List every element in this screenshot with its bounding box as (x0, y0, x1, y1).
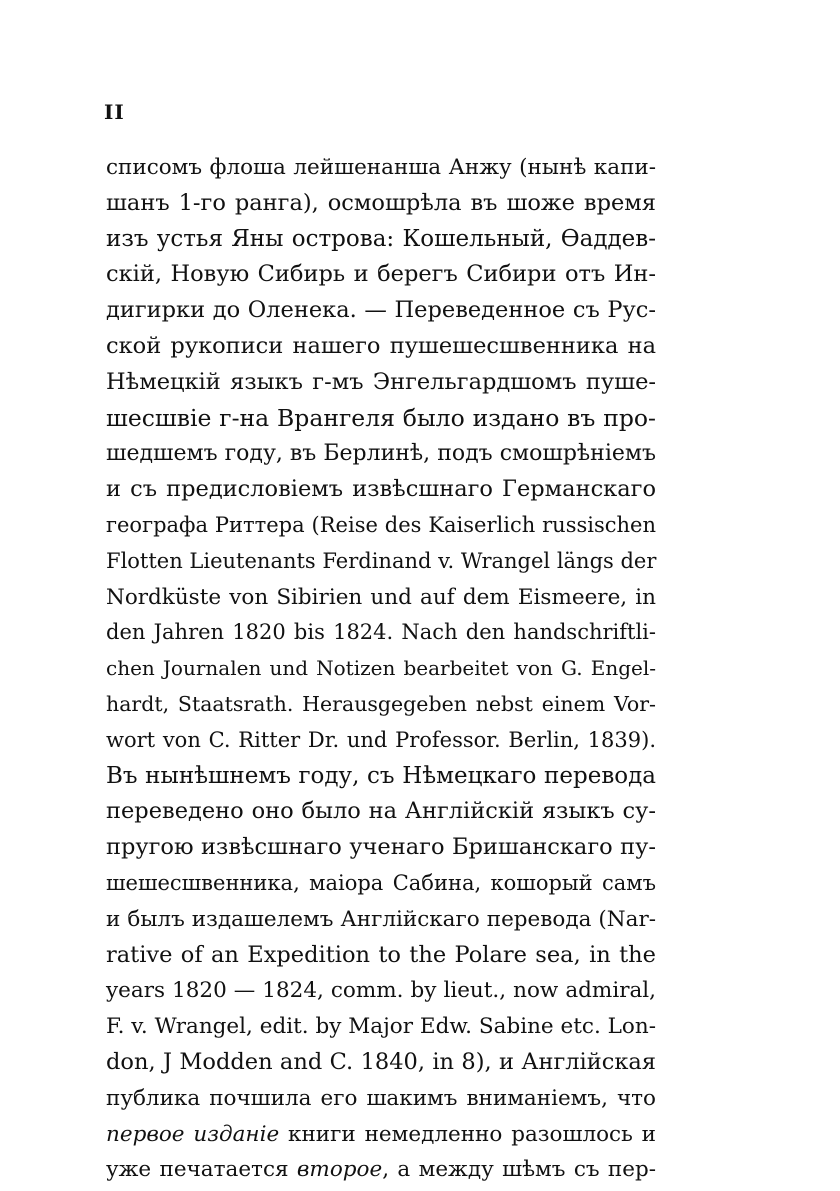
text-segment: Въ нынѣшнемъ году, съ Нѣмецкаго перевода (106, 762, 656, 789)
text-line (106, 544, 656, 580)
text-line (106, 794, 656, 830)
text-line (106, 472, 656, 508)
text-segment: Nordküste von Sibirien und auf dem Eismeere, in (106, 584, 656, 610)
text-segment: F. v. Wrangel, edit. by Major Edw. Sabine etc. Lon- (106, 1014, 656, 1040)
text-line (106, 293, 656, 329)
text-line (106, 651, 656, 687)
text-segment: и съ предисловіемъ извѣсшнаго Германскаго (106, 476, 656, 503)
text-segment: rative of an Expedition to the Polare sea, in the (106, 941, 656, 968)
text-segment: шедшемъ году, въ Берлинѣ, подъ смошрѣніемъ (106, 441, 656, 467)
text-line (106, 186, 656, 222)
text-line (106, 1009, 656, 1045)
text-line (106, 1152, 656, 1188)
text-segment: пругою извѣсшнаго ученаго Бришанскаго пу- (106, 834, 656, 861)
text-segment: Flotten Lieutenants Ferdinand v. Wrangel längs der (106, 548, 657, 573)
text-line (106, 687, 656, 723)
text-segment: den Jahren 1820 bis 1824. Nach den handschriftli- (106, 620, 656, 645)
text-segment: Нѣмецкій языкъ г-мъ Энгельгардшомъ пуше- (106, 368, 656, 395)
text-line (106, 938, 656, 974)
text-line (106, 436, 656, 472)
text-segment: шанъ 1-го ранга), осмошрѣла въ шоже время (106, 189, 656, 216)
text-line (106, 508, 656, 544)
body-text (106, 150, 656, 1188)
text-line (106, 329, 656, 365)
text-line (106, 615, 656, 651)
text-line (106, 580, 656, 616)
text-line (106, 365, 656, 401)
text-line (106, 830, 656, 866)
text-segment: изъ устья Яны острова: Кошельный, Ѳаддев- (106, 225, 656, 252)
text-line (106, 723, 656, 759)
text-line (106, 222, 656, 258)
text-line (106, 401, 656, 437)
text-segment: книги немедленно разошлось и (279, 1121, 656, 1147)
page-number: II (104, 100, 125, 124)
italic-text-segment: второе (296, 1157, 383, 1183)
text-segment: years 1820 — 1824, comm. by lieut., now admiral, (106, 978, 656, 1004)
text-segment: wort von C. Ritter Dr. und Professor. Berlin, 1839). (106, 727, 656, 752)
text-line (106, 866, 656, 902)
text-segment: уже печатается (106, 1157, 297, 1183)
text-line (106, 759, 656, 795)
text-segment: и былъ издашелемъ Англійскаго перевода (Nar- (106, 906, 656, 932)
text-segment: шесшвіе г-на Врангеля было издано въ про- (106, 403, 656, 432)
text-line (106, 257, 656, 293)
text-segment: hardt, Staatsrath. Herausgegeben nebst einem Vor- (106, 691, 656, 716)
text-line (106, 1117, 656, 1153)
text-segment: , а между шѣмъ съ пер- (382, 1157, 656, 1183)
text-segment: дигирки до Оленека. — Переведенное съ Рус- (106, 297, 656, 324)
text-segment: шешесшвенника, маіора Сабина, кошорый самъ (106, 870, 656, 895)
text-segment: публика почшила его шакимъ вниманіемъ, что (106, 1085, 656, 1111)
text-segment: don, J Modden and C. 1840, in 8), и Англійская (106, 1048, 656, 1075)
text-segment: скій, Новую Сибирь и берегъ Сибири отъ Ин- (106, 261, 656, 288)
text-segment: географа Риттера (Reise des Kaiserlich russischen (106, 512, 656, 537)
text-line (106, 973, 656, 1009)
italic-text-segment: первое изданіе (106, 1121, 280, 1147)
text-segment: ской рукописи нашего пушешесшвенника на (106, 332, 656, 359)
text-line (106, 1045, 656, 1081)
text-segment: переведено оно было на Англійскій языкъ су- (106, 798, 656, 825)
text-line (106, 150, 656, 186)
text-segment: chen Journalen und Notizen bearbeitet von G. Engel- (106, 656, 656, 681)
text-line (106, 1081, 656, 1117)
text-line (106, 902, 656, 938)
text-segment: списомъ флоша лейшенанша Анжу (нынѣ капи- (106, 155, 656, 180)
